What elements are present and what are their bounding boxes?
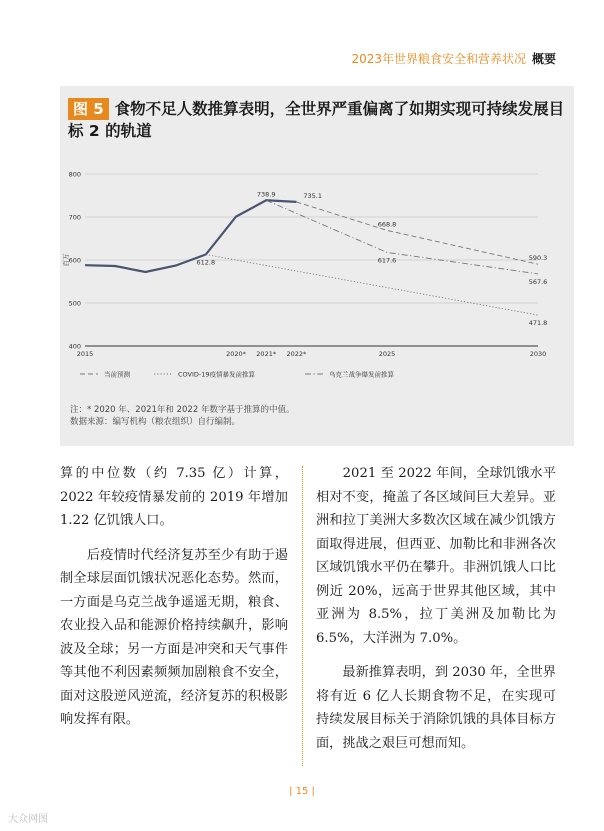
- y-tick-label: 700: [68, 213, 81, 222]
- x-tick-label: 2030: [529, 350, 547, 358]
- data-label: 735.1: [303, 191, 323, 200]
- running-header: [351, 50, 556, 67]
- figure-note: 注：* 2020 年、2021年和 2022 年数字基于推算的中值。: [70, 405, 295, 415]
- figure-badge: 图 5: [68, 98, 109, 120]
- data-label: 668.8: [377, 220, 397, 229]
- legend-label: 乌克兰战争爆发前推算: [329, 370, 394, 379]
- data-label: 617.6: [377, 256, 397, 265]
- data-label: 738.9: [256, 190, 276, 199]
- paragraph: 算的中位数（约 7.35 亿）计算，2022 年较疫情暴发前的 2019 年增加 1.22 亿饥饿人口。: [60, 466, 288, 528]
- section-label: 概要: [531, 52, 556, 66]
- series-line: [85, 200, 296, 272]
- x-tick-label: 2015: [76, 350, 94, 358]
- series-line: [296, 202, 538, 264]
- figure-title: [68, 98, 568, 142]
- x-tick-label: 2022*: [286, 350, 307, 358]
- column-divider: [302, 466, 303, 766]
- y-tick-label: 500: [68, 299, 81, 308]
- series-line: [266, 200, 538, 274]
- paragraph: 最新推算表明，到 2030 年，全世界将有近 6 亿人长期食物不足，在实现可持续发展目标关于消除饥饿的具体目标方面，挑战之艰巨可想而知。: [316, 665, 556, 751]
- series-line: [206, 255, 538, 316]
- y-axis-label: 百万: [62, 253, 70, 267]
- figure-notes: [70, 404, 294, 428]
- y-tick-label: 400: [68, 342, 81, 351]
- body-column-left: [60, 462, 288, 743]
- body-column-right: [316, 462, 556, 766]
- paragraph: 2021 至 2022 年间，全球饥饿水平相对不变，掩盖了各区域间巨大差异。亚洲和拉丁美洲大多数次区域在减少饥饿方面取得进展，但西亚、加勒比和非洲各次区域饥饿水平仍在攀升。非洲饥饿人口比例近 20%，远高于世界其他区域，其中亚洲为 8.5%，拉丁美洲及加勒比为 6.5%，大洋洲为 7.0%。: [316, 466, 556, 646]
- page-number: | 15 |: [289, 786, 315, 797]
- data-label: 471.8: [528, 319, 548, 328]
- figure-source: 数据来源：编写机构（粮农组织）自行编制。: [70, 417, 241, 427]
- y-tick-label: 800: [68, 170, 81, 179]
- figure-panel: [60, 86, 574, 446]
- legend-label: 当前预测: [104, 370, 130, 379]
- data-label: 567.6: [528, 277, 548, 286]
- line-chart: [60, 156, 574, 396]
- paragraph: 后疫情时代经济复苏至少有助于遏制全球层面饥饿状况恶化态势。然而，一方面是乌克兰战争遥遥无期，粮食、农业投入品和能源价格持续飙升，影响波及全球；另一方面是冲突和天气事件等其他不利因素频频加剧粮食不安全，面对这股逆风逆流，经济复苏的积极影响发挥有限。: [60, 547, 288, 727]
- x-tick-label: 2025: [378, 350, 396, 358]
- data-label: 612.8: [196, 258, 216, 267]
- x-tick-label: 2020*: [226, 350, 246, 358]
- x-tick-label: 2021*: [256, 350, 277, 358]
- y-tick-label: 600: [68, 256, 81, 265]
- watermark: 大众网图: [8, 814, 48, 825]
- data-label: 590.3: [528, 254, 548, 263]
- report-title: 2023年世界粮食安全和营养状况: [351, 52, 526, 66]
- figure-title-text: 食物不足人数推算表明，全世界严重偏离了如期实现可持续发展目标 2 的轨道: [68, 100, 565, 140]
- legend-label: COVID-19疫情暴发前推算: [178, 370, 256, 379]
